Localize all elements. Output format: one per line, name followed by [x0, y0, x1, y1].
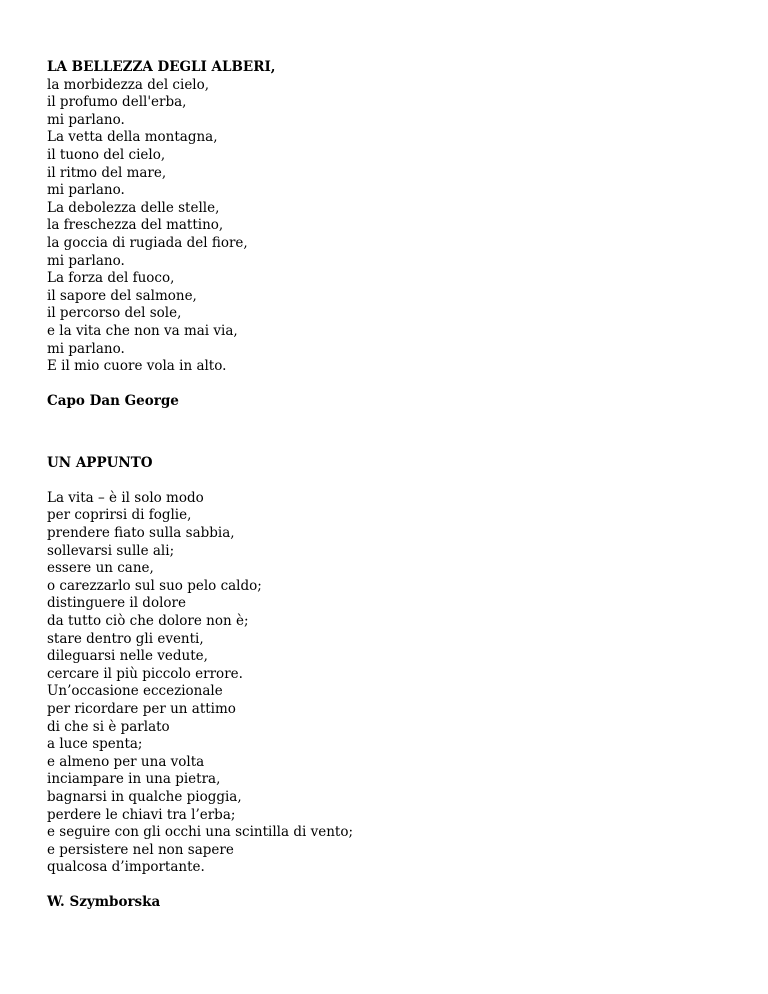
poem-title: LA BELLEZZA DEGLI ALBERI, [47, 59, 276, 75]
poem-line: E il mio cuore vola in alto. [47, 358, 227, 375]
poem-line: distinguere il dolore [47, 595, 186, 612]
poem-line: La vita – è il solo modo [47, 489, 204, 506]
poem-line: a luce spenta; [47, 736, 143, 753]
poem-line: dileguarsi nelle vedute, [47, 648, 208, 665]
poem-line: la goccia di rugiada del fiore, [47, 234, 248, 251]
poem-line: il tuono del cielo, [47, 146, 166, 163]
poem-line: di che si è parlato [47, 718, 170, 735]
spacer [47, 376, 747, 393]
poem-line: mi parlano. [47, 252, 125, 269]
poem-line: stare dentro gli eventi, [47, 630, 204, 647]
poem-line: perdere le chiavi tra l’erba; [47, 806, 236, 823]
poem-line: per coprirsi di foglie, [47, 507, 192, 524]
poem-body [47, 490, 747, 877]
poem-line: la morbidezza del cielo, [47, 76, 210, 93]
poem-line: Un’occasione eccezionale [47, 683, 223, 700]
poem-la-bellezza-degli-alberi [47, 59, 747, 410]
poem-line: il percorso del sole, [47, 305, 182, 322]
poem-line: per ricordare per un attimo [47, 701, 236, 717]
poem-line: e la vita che non va mai via, [47, 322, 238, 339]
poem-line: da tutto ciò che dolore non è; [47, 613, 249, 630]
spacer [47, 473, 747, 490]
poem-un-appunto [47, 455, 747, 911]
poem-line: mi parlano. [47, 182, 125, 199]
poem-line: cercare il più piccolo errore. [47, 665, 243, 682]
poem-line: il sapore del salmone, [47, 287, 197, 304]
poem-line: bagnarsi in qualche pioggia, [47, 788, 242, 805]
poem-line: o carezzarlo sul suo pelo caldo; [47, 577, 262, 594]
section-spacer [47, 410, 747, 455]
poem-line: La forza del fuoco, [47, 270, 175, 287]
poem-line: e seguire con gli occhi una scintilla di vento; [47, 824, 353, 841]
poem-line: il profumo dell'erba, [47, 94, 187, 111]
poem-line: La vetta della montagna, [47, 129, 218, 146]
poem-title: UN APPUNTO [47, 455, 153, 472]
poem-line: essere un cane, [47, 560, 154, 577]
poem-line: prendere fiato sulla sabbia, [47, 525, 235, 542]
spacer [47, 877, 747, 894]
document-page [47, 59, 747, 912]
poem-line: sollevarsi sulle ali; [47, 542, 175, 559]
poem-body [47, 77, 747, 376]
poem-line: e almeno per una volta [47, 753, 205, 770]
poem-line: mi parlano. [47, 111, 125, 128]
poem-line: inciampare in una pietra, [47, 771, 221, 788]
poem-author: Capo Dan George [47, 392, 179, 409]
poem-line: la freschezza del mattino, [47, 217, 224, 234]
poem-line: mi parlano. [47, 340, 125, 357]
poem-line: il ritmo del mare, [47, 164, 167, 181]
poem-line: qualcosa d’importante. [47, 859, 205, 876]
poem-line: e persistere nel non sapere [47, 841, 234, 858]
poem-author: W. Szymborska [47, 893, 161, 910]
poem-line: La debolezza delle stelle, [47, 199, 220, 216]
